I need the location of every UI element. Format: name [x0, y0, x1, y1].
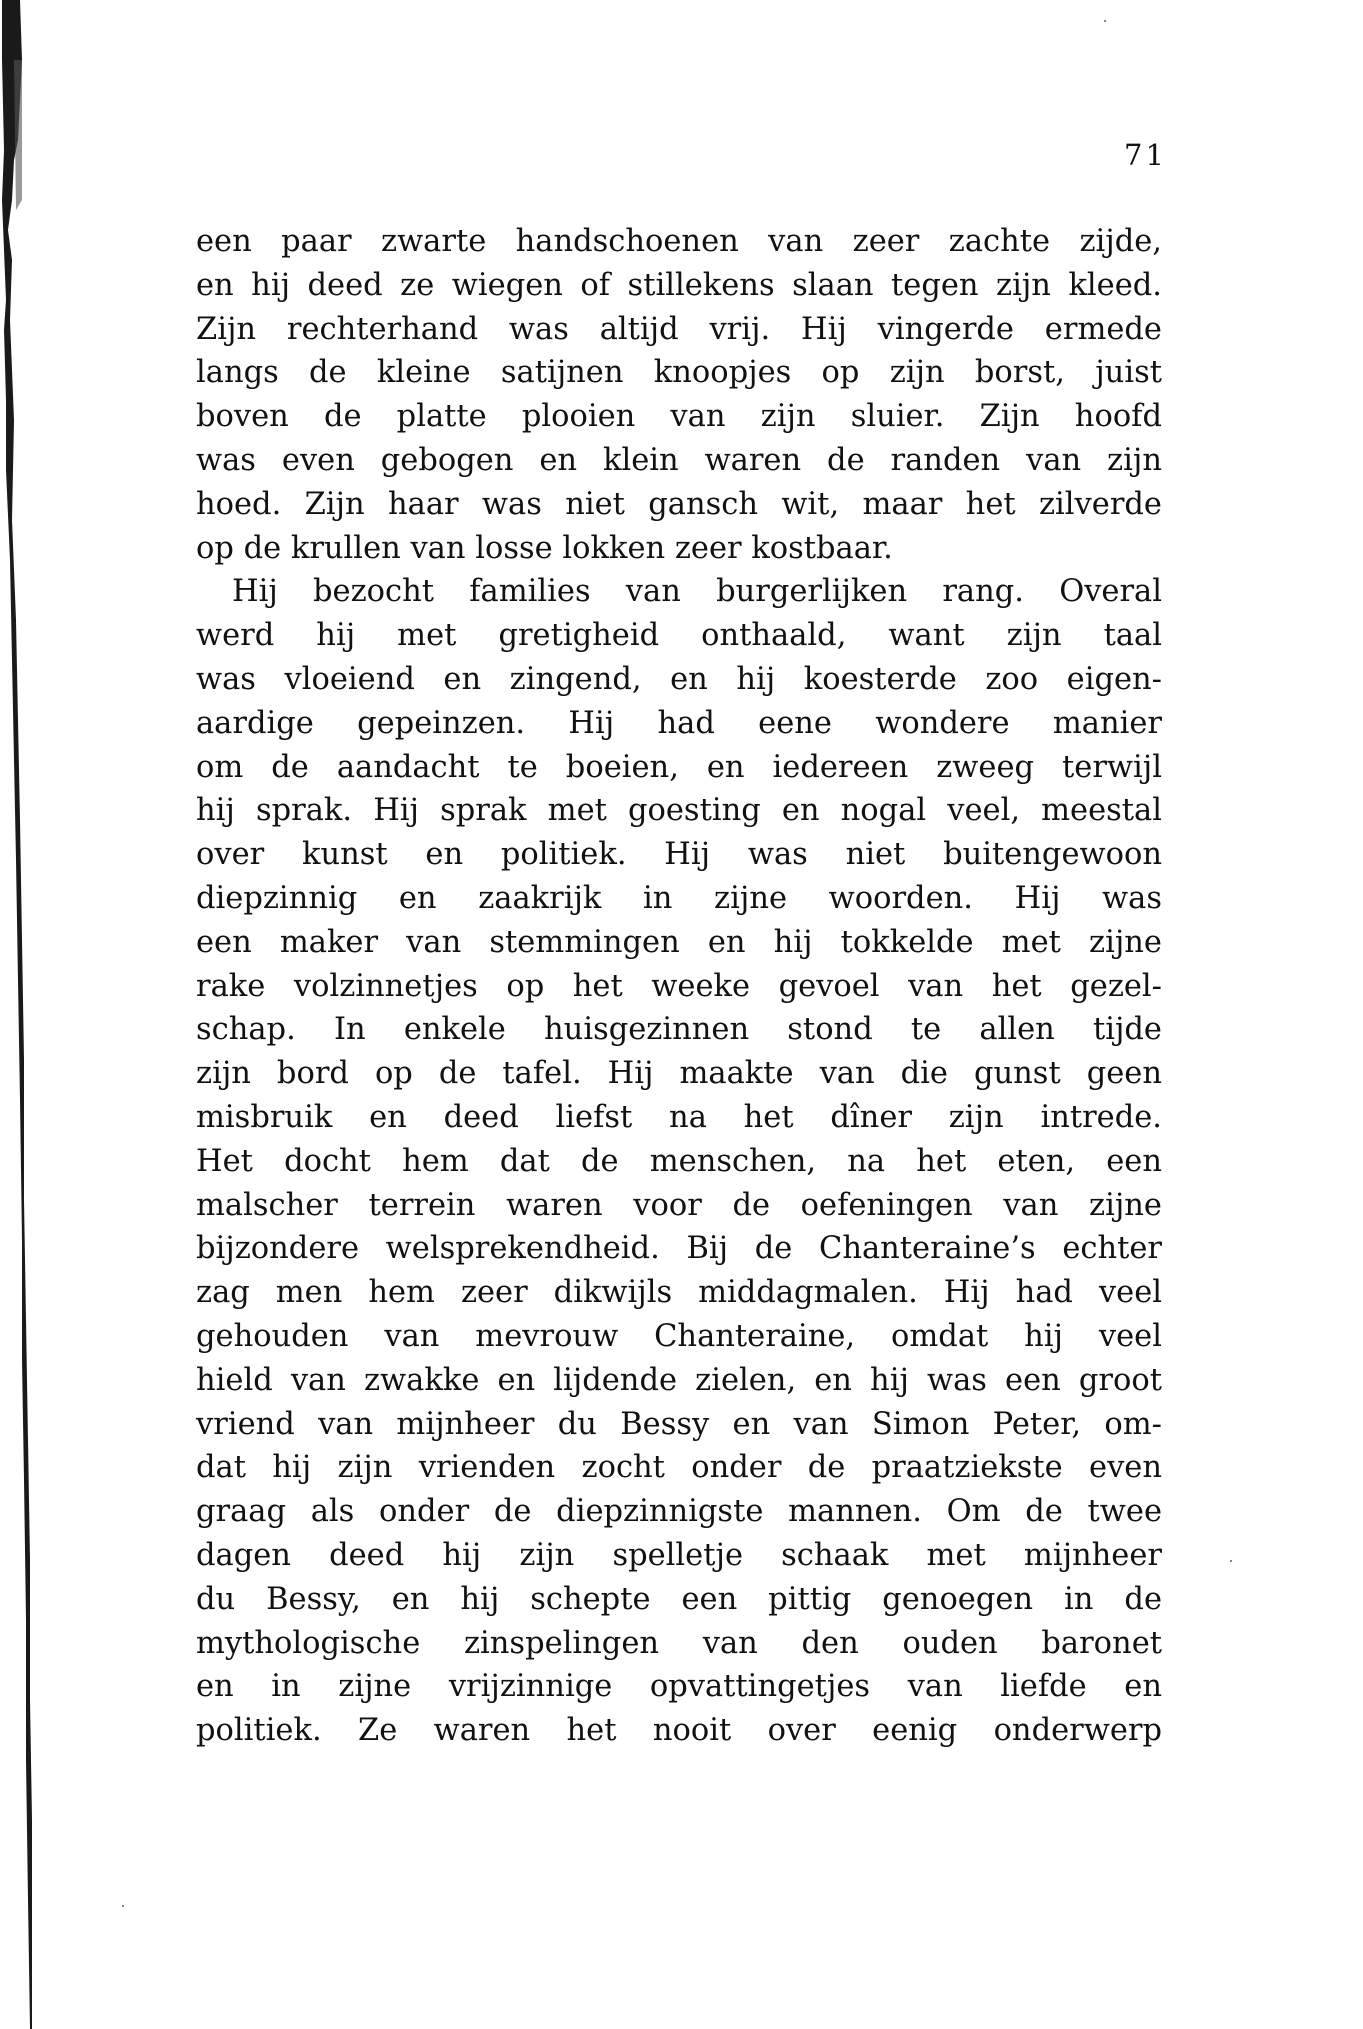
scan-speck: [122, 1905, 124, 1907]
text-line: mythologische zinspelingen van den ouden baronet: [196, 1625, 1162, 1661]
text-line: om de aandacht te boeien, en iedereen zweeg terwijl: [196, 749, 1162, 785]
text-line: bijzondere welsprekendheid. Bij de Chanteraine’s echter: [196, 1231, 1162, 1267]
text-line: Het docht hem dat de menschen, na het eten, een: [196, 1143, 1162, 1179]
text-line: rake volzinnetjes op het weeke gevoel van het gezel-: [196, 968, 1162, 1004]
text-line: en hij deed ze wiegen of stillekens slaan tegen zijn kleed.: [196, 267, 1162, 303]
text-line: schap. In enkele huisgezinnen stond te allen tijde: [196, 1012, 1162, 1048]
text-line: werd hij met gretigheid onthaald, want zijn taal: [196, 618, 1162, 654]
text-line: boven de platte plooien van zijn sluier. Zijn hoofd: [196, 399, 1162, 435]
text-line: op de krullen van losse lokken zeer kostbaar.: [196, 530, 893, 566]
text-line: diepzinnig en zaakrijk in zijne woorden. Hij was: [196, 880, 1162, 916]
scan-speck: [1104, 20, 1106, 22]
text-line: hield van zwakke en lijdende zielen, en hij was een groot: [196, 1362, 1162, 1398]
text-line: Zijn rechterhand was altijd vrij. Hij vingerde ermede: [196, 311, 1162, 347]
text-line: langs de kleine satijnen knoopjes op zijn borst, juist: [196, 355, 1162, 391]
text-line: was even gebogen en klein waren de randen van zijn: [196, 442, 1162, 478]
book-binding-shadow: [0, 0, 32, 2029]
text-line: dagen deed hij zijn spelletje schaak met mijnheer: [196, 1537, 1162, 1573]
text-line: du Bessy, en hij schepte een pittig genoegen in de: [196, 1581, 1162, 1617]
text-line: misbruik en deed liefst na het dîner zijn intrede.: [196, 1099, 1162, 1135]
text-line: hoed. Zijn haar was niet gansch wit, maar het zilverde: [196, 486, 1162, 522]
text-line: zijn bord op de tafel. Hij maakte van die gunst geen: [196, 1056, 1162, 1092]
text-line: en in zijne vrijzinnige opvattingetjes van liefde en: [196, 1669, 1162, 1705]
paragraph: [196, 570, 1162, 1753]
text-line: een paar zwarte handschoenen van zeer zachte zijde,: [196, 224, 1162, 259]
text-line: over kunst en politiek. Hij was niet buitengewoon: [196, 837, 1162, 873]
text-line: gehouden van mevrouw Chanteraine, omdat hij veel: [196, 1318, 1162, 1354]
text-line: dat hij zijn vrienden zocht onder de praatziekste even: [196, 1450, 1162, 1486]
paragraph: [196, 220, 1162, 570]
text-line: aardige gepeinzen. Hij had eene wondere manier: [196, 705, 1162, 741]
text-line: politiek. Ze waren het nooit over eenig onderwerp: [196, 1713, 1162, 1749]
scan-speck: [1230, 1560, 1232, 1562]
text-line: malscher terrein waren voor de oefeningen van zijne: [196, 1187, 1162, 1223]
text-line: vriend van mijnheer du Bessy en van Simon Peter, om-: [196, 1406, 1162, 1442]
page-number: 71: [1124, 138, 1167, 172]
text-line: graag als onder de diepzinnigste mannen. Om de twee: [196, 1494, 1162, 1530]
text-line: Hij bezocht families van burgerlijken rang. Overal: [232, 574, 1162, 610]
body-text: [196, 220, 1162, 1753]
text-line: een maker van stemmingen en hij tokkelde met zijne: [196, 924, 1162, 960]
text-line: was vloeiend en zingend, en hij koesterde zoo eigen-: [196, 661, 1162, 697]
text-line: hij sprak. Hij sprak met goesting en nogal veel, meestal: [196, 793, 1162, 829]
text-line: zag men hem zeer dikwijls middagmalen. Hij had veel: [196, 1275, 1162, 1311]
